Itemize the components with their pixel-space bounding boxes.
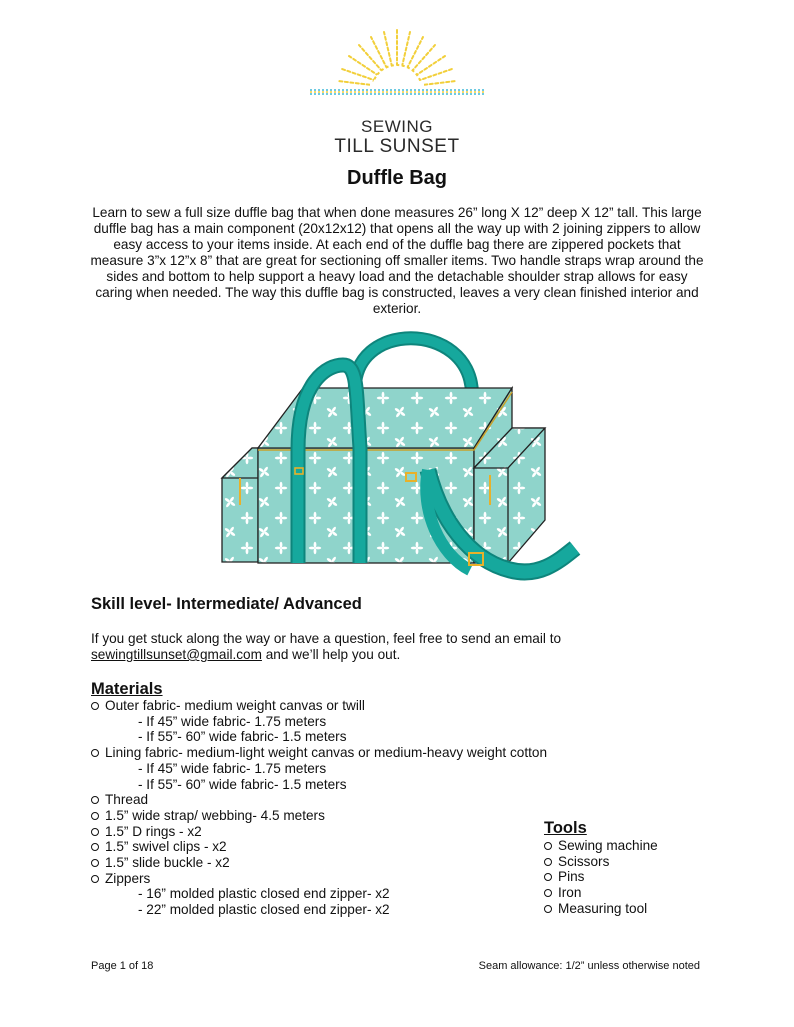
materials-item: 1.5” wide strap/ webbing- 4.5 meters [91, 808, 547, 824]
materials-item: Lining fabric- medium-light weight canvas or medium-heavy weight cotton [91, 745, 547, 761]
materials-item: 1.5” slide buckle - x2 [91, 855, 547, 871]
materials-subitem: - 22” molded plastic closed end zipper- x2 [138, 902, 390, 918]
logo-text-line2: TILL SUNSET [334, 136, 460, 157]
materials-item: Thread [91, 792, 547, 808]
tools-item: Pins [544, 869, 658, 885]
tools-item: Measuring tool [544, 901, 658, 917]
tools-item: Scissors [544, 854, 658, 870]
materials-subitem: - If 45” wide fabric- 1.75 meters [138, 713, 327, 729]
help-text-before: If you get stuck along the way or have a question, feel free to send an email to [91, 631, 562, 646]
tools-list [544, 838, 658, 917]
tools-item: Iron [544, 885, 658, 901]
tools-heading: Tools [544, 819, 587, 837]
email-link[interactable]: sewingtillsunset@gmail.com [91, 647, 262, 662]
materials-item: Outer fabric- medium weight canvas or twill [91, 698, 547, 714]
seam-allowance-note: Seam allowance: 1/2” unless otherwise noted [478, 960, 700, 972]
materials-item: 1.5” D rings - x2 [91, 824, 547, 840]
skill-level: Skill level- Intermediate/ Advanced [91, 595, 362, 613]
materials-item: Zippers [91, 871, 547, 887]
logo-text-line1: SEWING [361, 117, 433, 136]
materials-item: 1.5” swivel clips - x2 [91, 839, 547, 855]
help-text-after: and we’ll help you out. [261, 647, 401, 662]
materials-heading: Materials [91, 680, 163, 698]
materials-list [91, 698, 547, 918]
materials-subitem: - If 55”- 60” wide fabric- 1.5 meters [138, 729, 347, 745]
intro-paragraph: Learn to sew a full size duffle bag that when done measures 26” long X 12” deep X 12” tall. This large duffle bag has a main component (20x12x12) that opens all the way up with 2 joining zippers to allow easy access to your items inside. At each end of the duffle bag there are zippered pockets that measure 3”x 12”x 8” that are great for sectioning off smaller items. Two handle straps wrap around the sides and bottom to help support a heavy load and the detachable shoulder strap allows for easy caring when needed. The way this duffle bag is constructed, leaves a very clean finished interior and exterior. [90, 205, 704, 316]
tools-item: Sewing machine [544, 838, 658, 854]
materials-subitem: - If 55”- 60” wide fabric- 1.5 meters [138, 776, 347, 792]
materials-subitem: - 16” molded plastic closed end zipper- x2 [138, 886, 390, 902]
help-text [91, 631, 561, 663]
page-number: Page 1 of 18 [91, 960, 154, 972]
page-title: Duffle Bag [347, 167, 447, 189]
materials-subitem: - If 45” wide fabric- 1.75 meters [138, 760, 327, 776]
